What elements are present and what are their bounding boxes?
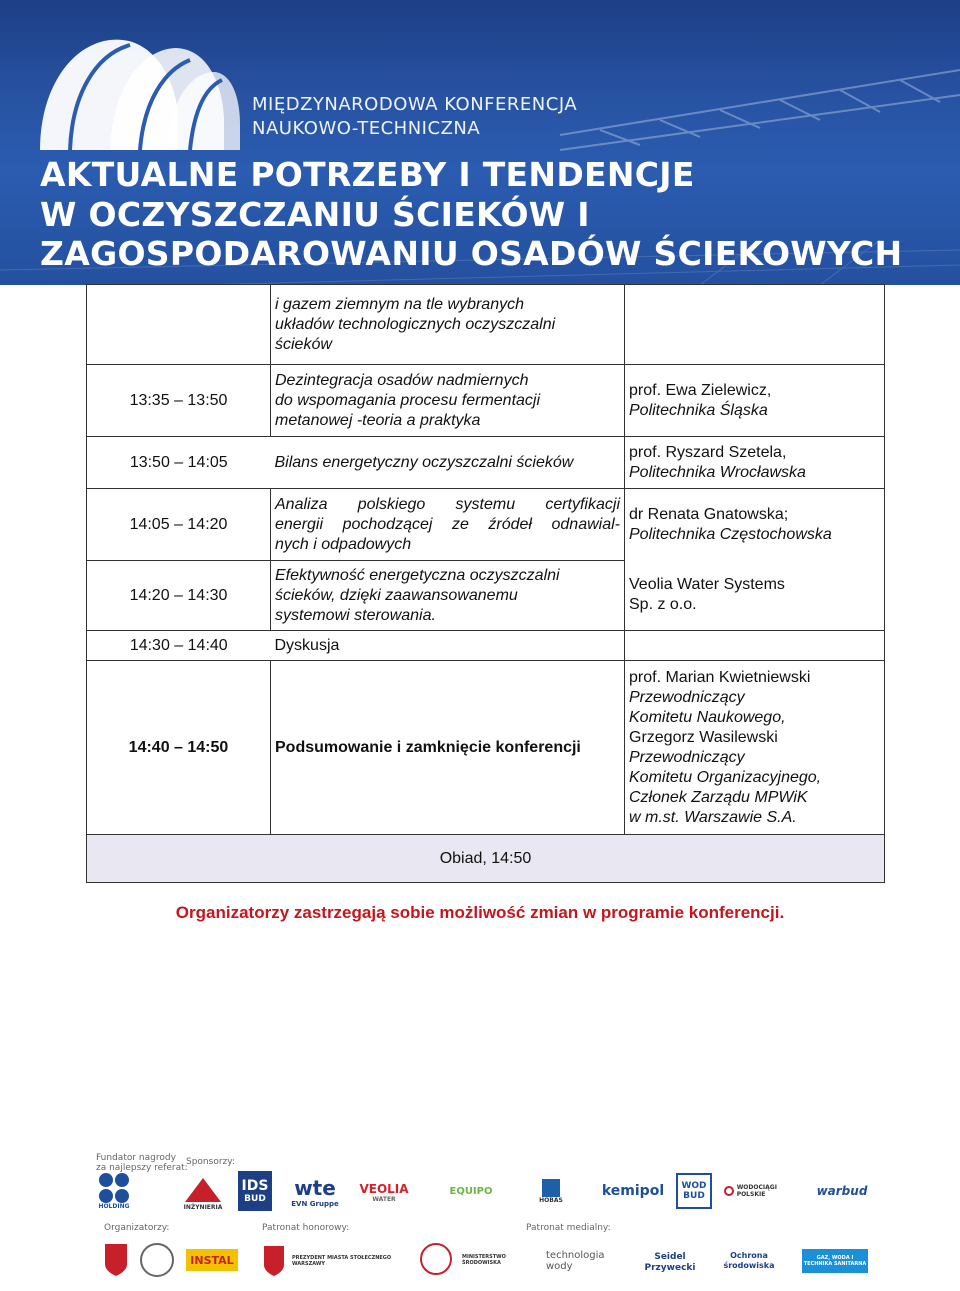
conference-title-line-3: ZAGOSPODAROWANIU OSADÓW ŚCIEKOWYCH (40, 234, 903, 273)
topic-line: Dyskusja (274, 636, 340, 654)
time-cell (87, 285, 271, 365)
logo-text: HOLDING (98, 1202, 130, 1210)
organizer-seal-logo (140, 1243, 174, 1277)
label-line: Fundator nagrody (96, 1153, 176, 1163)
topic-line: Efektywność energetyczna oczyszczalni (275, 566, 560, 584)
topic-cell (271, 365, 625, 437)
topic-line: nych i odpadowych (275, 535, 412, 553)
topic-cell (271, 437, 625, 489)
inzynieria-logo (182, 1173, 224, 1213)
topic-line: Analiza polskiego systemu certyfikacji (275, 495, 620, 513)
veolia-logo (356, 1177, 412, 1207)
topic-line: ścieków, dzięki zaawansowanemu (275, 586, 518, 604)
ministerstwo-logo: MINISTERSTWO ŚRODOWISKA (462, 1254, 506, 1266)
warbud-logo: warbud (816, 1184, 868, 1198)
topic-line: ścieków (275, 335, 332, 353)
program-change-notice: Organizatorzy zastrzegają sobie możliwość zmian w programie konferencji. (175, 903, 785, 922)
logo-text: WATER (372, 1195, 396, 1203)
hobas-logo (528, 1175, 574, 1207)
table-row (87, 365, 885, 437)
prize-sponsor-label (96, 1153, 188, 1173)
prezydent-warszawy-logo: PREZYDENT MIASTA STOŁECZNEGO WARSZAWY (292, 1255, 392, 1267)
sponsors-section (0, 1145, 960, 1291)
topic-cell (271, 561, 625, 631)
topic-line: Dezintegracja osadów nadmiernych (275, 371, 529, 389)
speaker-line: prof. Marian Kwietniewski (629, 668, 811, 686)
logo-text: VEOLIA (359, 1181, 409, 1196)
time-cell: 14:20 – 14:30 (87, 561, 271, 631)
topic-cell (271, 631, 625, 661)
table-row (87, 437, 885, 489)
table-row (87, 631, 885, 661)
topic-line: metanowej -teoria a praktyka (275, 411, 481, 429)
sponsors-label: Sponsorzy: (186, 1157, 235, 1167)
table-row (87, 561, 885, 631)
time-cell: 13:50 – 14:05 (87, 437, 271, 489)
seen-holding-logo (96, 1173, 132, 1209)
logo-text: EVN Gruppe (291, 1200, 339, 1208)
organizers-label: Organizatorzy: (104, 1223, 170, 1233)
time-cell: 14:40 – 14:50 (87, 661, 271, 835)
speaker-line: prof. Ryszard Szetela, (629, 443, 787, 461)
izba-gospodarcza-logo (724, 1181, 804, 1201)
logo-text: BUD (244, 1194, 266, 1204)
organizer-crest-logo (102, 1241, 130, 1279)
speaker-affiliation: Politechnika Śląska (629, 401, 768, 419)
speaker-line: Przewodniczący (629, 748, 745, 766)
technologia-wody-logo: technologia wody (546, 1250, 605, 1272)
kemipol-logo (598, 1179, 668, 1203)
logo-text: IDS (241, 1178, 269, 1194)
logo-text: INŻYNIERIA (183, 1203, 223, 1211)
speaker-affiliation: Politechnika Wrocławska (629, 463, 806, 481)
speaker-line: w m.st. Warszawie S.A. (629, 808, 797, 826)
wte-logo (284, 1177, 346, 1207)
speaker-cell (625, 489, 885, 561)
schedule-table (86, 284, 885, 883)
logo-text: WODOCIĄGI POLSKIE (736, 1184, 777, 1198)
gaz-woda-logo: GAZ, WODA I TECHNIKA SANITARNA (802, 1249, 868, 1273)
warsaw-crest-logo (262, 1243, 286, 1279)
topic-line: Podsumowanie i zamknięcie konferencji (275, 738, 581, 756)
logo-text: EQUIPO (449, 1185, 493, 1197)
table-row (87, 661, 885, 835)
speaker-cell (625, 561, 885, 631)
topic-cell (271, 489, 625, 561)
speaker-cell (625, 365, 885, 437)
topic-line: i gazem ziemnym na tle wybranych (275, 295, 524, 313)
topic-cell (271, 285, 625, 365)
equipo-logo (426, 1181, 516, 1201)
speaker-affiliation: Politechnika Częstochowska (629, 525, 832, 543)
logo-text: wte (294, 1176, 336, 1200)
speaker-line: dr Renata Gnatowska; (629, 505, 789, 523)
speaker-line: Veolia Water Systems (629, 576, 785, 594)
topic-cell (271, 661, 625, 835)
time-cell: 13:35 – 13:50 (87, 365, 271, 437)
ids-bud-logo (238, 1171, 272, 1211)
logo-text: HOBAS (539, 1196, 563, 1204)
conference-type-line-2: NAUKOWO-TECHNICZNA (252, 118, 481, 139)
conference-banner (0, 0, 960, 285)
patron-seal-logo (420, 1243, 452, 1275)
lunch-row (87, 835, 885, 883)
lunch-cell: Obiad, 14:50 (87, 835, 885, 883)
speaker-line: Członek Zarządu MPWiK (629, 788, 808, 806)
topic-line: energii pochodzącej ze źródeł odnawial- (275, 515, 620, 533)
conference-title-line-1: AKTUALNE POTRZEBY I TENDENCJE (40, 155, 695, 194)
time-cell: 14:30 – 14:40 (87, 631, 271, 661)
table-row (87, 489, 885, 561)
speaker-line: Komitetu Naukowego, (629, 708, 786, 726)
conference-type-line-1: MIĘDZYNARODOWA KONFERENCJA (252, 94, 578, 115)
speaker-line: Grzegorz Wasilewski (629, 728, 778, 746)
time-cell: 14:05 – 14:20 (87, 489, 271, 561)
speaker-line: Komitetu Organizacyjnego, (629, 768, 822, 786)
wodbud-logo: WOD BUD (676, 1173, 712, 1209)
topic-line: układów technologicznych oczyszczalni (275, 315, 556, 333)
logo-text: kemipol (601, 1183, 665, 1199)
topic-line: systemowi sterowania. (275, 606, 436, 624)
speaker-cell (625, 437, 885, 489)
label-line: za najlepszy referat: (96, 1163, 188, 1173)
seidel-przywecki-logo: Seidel Przywecki (644, 1252, 696, 1273)
topic-line: Bilans energetyczny oczyszczalni ścieków (274, 453, 574, 471)
speaker-line: Sp. z o.o. (629, 596, 697, 614)
speaker-cell (625, 285, 885, 365)
speaker-line: Przewodniczący (629, 688, 745, 706)
speaker-cell (625, 661, 885, 835)
topic-line: do wspomagania procesu fermentacji (275, 391, 541, 409)
conference-title-line-2: W OCZYSZCZANIU ŚCIEKÓW I (40, 195, 590, 234)
table-row (87, 285, 885, 365)
speaker-line: prof. Ewa Zielewicz, (629, 381, 772, 399)
instal-logo: INSTAL (186, 1249, 238, 1271)
ochrona-srodowiska-logo: Ochrona środowiska (723, 1251, 775, 1270)
honorary-patronage-label: Patronat honorowy: (262, 1223, 350, 1233)
speaker-cell (625, 631, 885, 661)
media-patronage-label: Patronat medialny: (526, 1223, 611, 1233)
